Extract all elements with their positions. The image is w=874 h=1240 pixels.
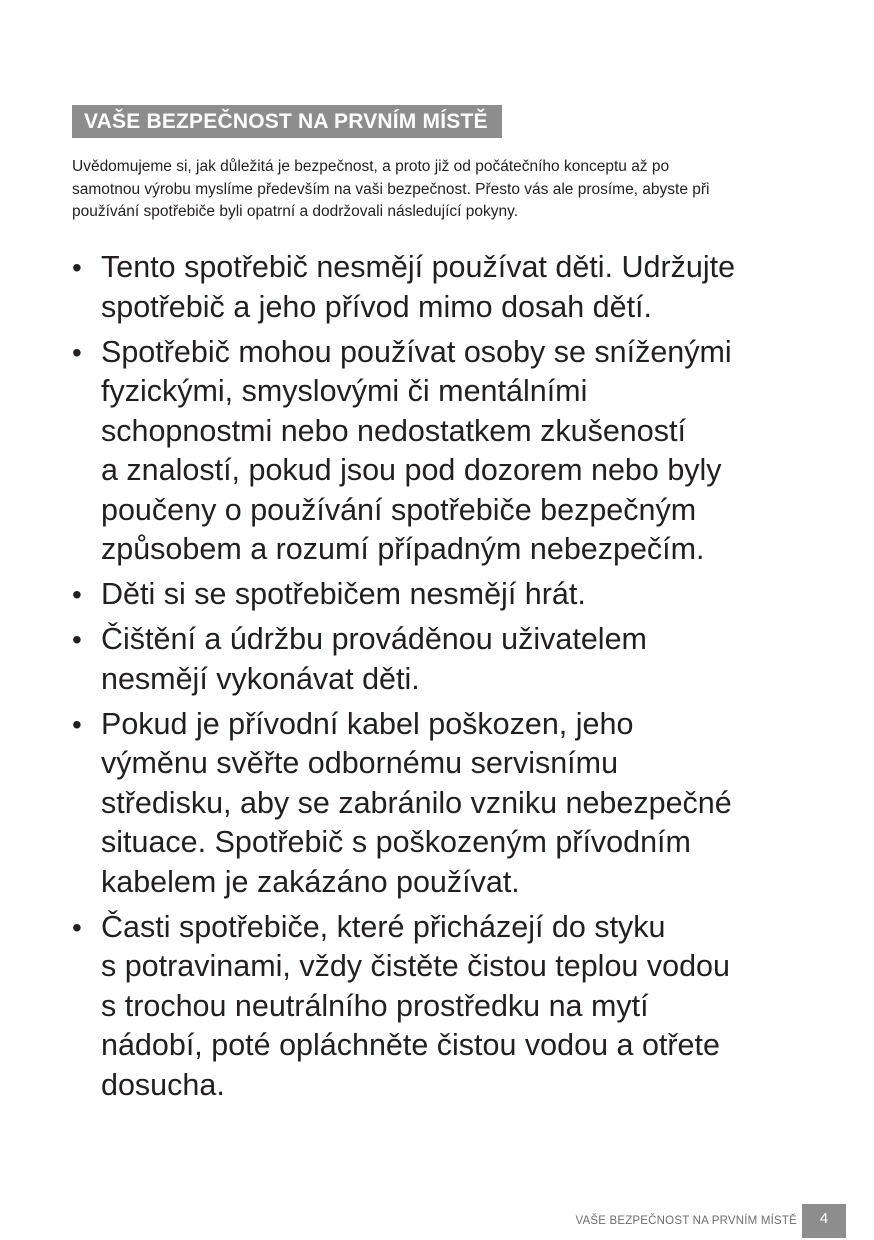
- intro-line: Uvědomujeme si, jak důležitá je bezpečnost, a proto již od počátečního konceptu až po: [72, 158, 670, 175]
- list-item-line: schopnostmi nebo nedostatkem zkušeností: [101, 413, 686, 448]
- list-item-line: nádobí, poté opláchněte čistou vodou a otřete: [101, 1028, 720, 1062]
- list-item-line: situace. Spotřebič s poškozeným přívodním: [101, 825, 691, 859]
- list-item-line: fyzickými, smyslovými či mentálními: [101, 374, 588, 408]
- list-item-line: Čištění a údržbu prováděnou uživatelem: [101, 622, 647, 656]
- list-item-line: dosucha.: [101, 1067, 225, 1102]
- list-item-line: Časti spotřebiče, které přicházejí do styku: [101, 909, 666, 944]
- intro-line: samotnou výrobu myslíme především na vaši bezpečnost. Přesto vás ale prosíme, abyste při: [72, 180, 710, 198]
- section-heading: VAŠE BEZPEČNOST NA PRVNÍM MÍSTĚ: [72, 105, 502, 138]
- footer-section-label: VAŠE BEZPEČNOST NA PRVNÍM MÍSTĚ: [575, 1215, 797, 1227]
- list-item-line: s trochou neutrálního prostředku na mytí: [101, 988, 649, 1023]
- bullet-icon: •: [72, 708, 82, 740]
- bullet-icon: •: [72, 252, 82, 283]
- list-item-line: Děti si se spotřebičem nesmějí hrát.: [101, 577, 586, 611]
- intro-line: používání spotřebiče byli opatrní a dodržovali následující pokyny.: [72, 203, 519, 220]
- list-item: [72, 333, 832, 570]
- list-item-line: spotřebič a jeho přívod mimo dosah dětí.: [101, 289, 652, 324]
- list-item-line: kabelem je zakázáno používat.: [101, 864, 520, 899]
- list-item-line: s potravinami, vždy čistěte čistou teplou vodou: [101, 949, 730, 983]
- list-item-line: poučeny o používání spotřebiče bezpečným: [101, 492, 697, 527]
- bullet-icon: •: [72, 624, 82, 655]
- list-item: [72, 575, 832, 615]
- list-item: [72, 908, 832, 1106]
- list-item-line: způsobem a rozumí případným nebezpečím.: [101, 532, 705, 566]
- list-item: [72, 705, 832, 903]
- list-item-line: Tento spotřebič nesmějí používat děti. Udržujte: [101, 250, 736, 284]
- list-item-line: středisku, aby se zabránilo vzniku nebezpečné: [101, 785, 732, 820]
- intro-paragraph: [72, 156, 802, 224]
- page-number: 4: [802, 1204, 846, 1238]
- bullet-icon: •: [72, 579, 82, 610]
- list-item-line: nesmějí vykonávat děti.: [101, 661, 420, 696]
- bullet-icon: •: [72, 336, 82, 368]
- bullet-icon: •: [72, 911, 82, 943]
- list-item-line: výměnu svěřte odbornému servisnímu: [101, 746, 619, 780]
- list-item: [72, 620, 832, 699]
- safety-instructions-list: [72, 248, 832, 1111]
- list-item-line: a znalostí, pokud jsou pod dozorem nebo byly: [101, 453, 722, 487]
- list-item-line: Pokud je přívodní kabel poškozen, jeho: [101, 706, 634, 741]
- list-item: [72, 248, 832, 327]
- list-item-line: Spotřebič mohou používat osoby se sníženými: [101, 334, 732, 369]
